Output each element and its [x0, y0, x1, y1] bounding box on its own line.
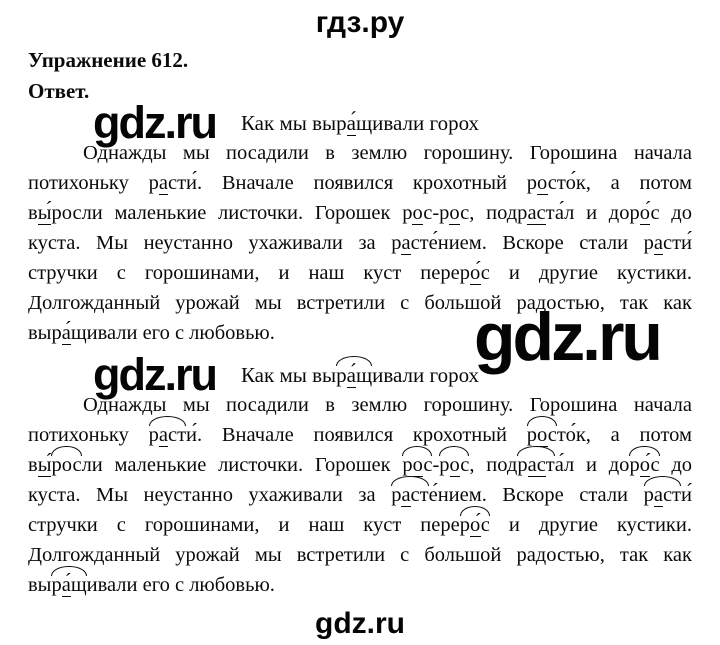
underlined-orthogram: о́	[639, 202, 651, 224]
underlined-orthogram: ы́	[37, 454, 52, 476]
root-arc	[629, 450, 659, 480]
text-run: р	[336, 363, 347, 387]
text-run: Как мы вы	[240, 363, 337, 387]
text-run: ст	[662, 484, 682, 506]
text-run: до	[659, 454, 692, 476]
text-run: ивали горох	[372, 363, 480, 387]
gdz-watermark: gdz.ru	[93, 349, 216, 400]
text-run: с и другие кустики.	[480, 262, 693, 284]
text-run: сти́	[662, 232, 692, 254]
underlined-orthogram: а	[401, 232, 411, 254]
essay-copy-2	[28, 360, 692, 600]
text-run: куста. Мы неустанно ухаживали за р	[28, 232, 402, 254]
essay-line	[28, 390, 692, 420]
essay-line	[28, 168, 692, 198]
text-run: куста. Мы неустанно ухаживали за	[28, 484, 392, 506]
underlined-orthogram: о́	[469, 262, 481, 284]
text-run: р	[439, 454, 450, 476]
root-arc	[391, 480, 428, 510]
text-run: а́л и до	[554, 454, 630, 476]
root-arc	[460, 510, 490, 540]
exercise-heading: Упражнение 612.	[28, 48, 189, 72]
text-run: стручки с горошинами, и наш куст пере	[28, 514, 460, 536]
essay-line	[28, 258, 692, 288]
underlined-orthogram: а	[653, 484, 663, 506]
root-arc	[336, 360, 372, 390]
underlined-orthogram: о	[537, 172, 548, 194]
text-run: ст	[410, 484, 429, 506]
essay-line	[28, 420, 692, 450]
site-header-logo: гдз.ру	[315, 6, 405, 39]
root-arc	[439, 450, 469, 480]
text-run: Долгожданный урожай мы встретили с большой радостью, так как	[28, 544, 692, 566]
text-run: е́нием. Вскоре стали	[428, 484, 644, 506]
text-run: с до	[650, 202, 692, 224]
text-run: вы	[28, 574, 52, 596]
text-run: р	[51, 574, 62, 596]
answer-label: Ответ.	[28, 79, 90, 103]
root-arc	[644, 480, 681, 510]
text-run: в	[28, 202, 38, 224]
text-run: р	[629, 454, 640, 476]
text-run: с, подр	[460, 202, 528, 224]
root-arc	[149, 420, 186, 450]
underlined-orthogram: о́	[469, 514, 481, 536]
text-run: с	[480, 514, 490, 536]
text-run: щ	[70, 574, 87, 596]
text-run: и другие кустики.	[489, 514, 692, 536]
text-run: рос	[51, 454, 82, 476]
text-run: ивали его с любовью.	[86, 574, 275, 596]
text-run: Однажды мы посадили в землю горошину. Горошина начала	[83, 394, 692, 416]
text-run: с	[547, 424, 557, 446]
text-run: р	[148, 424, 159, 446]
text-run: росли маленькие листочки. Горошек р	[51, 202, 413, 224]
underlined-orthogram: а	[653, 232, 663, 254]
text-run: Как мы выр	[240, 111, 347, 135]
essay-line	[28, 480, 692, 510]
text-run: и́. Вначале появился крохотный	[186, 424, 527, 446]
text-run: р	[517, 454, 528, 476]
text-run: -	[432, 454, 440, 476]
text-run: р	[643, 484, 654, 506]
underlined-orthogram: о	[449, 202, 461, 224]
essay-line	[28, 540, 692, 570]
underlined-orthogram: а́	[346, 363, 356, 387]
text-run: сто́к, а потом	[547, 172, 693, 194]
root-arc	[402, 450, 432, 480]
text-run: стручки с горошинами, и наш куст перер	[28, 262, 470, 284]
essay-line	[28, 198, 692, 228]
text-run: с	[423, 454, 433, 476]
text-run: в	[28, 454, 38, 476]
underlined-orthogram: а́	[61, 574, 71, 596]
gdz-watermark: gdz.ru	[93, 97, 216, 148]
text-run: щивали горох	[355, 111, 480, 135]
underlined-orthogram: о	[449, 454, 461, 476]
essay-line	[28, 138, 692, 168]
text-run: с	[650, 454, 660, 476]
text-run: р	[402, 454, 413, 476]
text-run: и́	[681, 484, 692, 506]
essay-line	[28, 450, 692, 480]
underlined-orthogram: о	[412, 454, 424, 476]
underlined-orthogram: о	[412, 202, 424, 224]
underlined-orthogram: а	[158, 172, 168, 194]
essay-title	[28, 360, 692, 390]
gdz-watermark-large: gdz.ru	[474, 299, 660, 375]
essay-title	[28, 108, 692, 138]
essay-line	[28, 318, 692, 348]
text-run: то́к, а потом	[556, 424, 693, 446]
text-run: с-р	[423, 202, 450, 224]
text-run: щ	[355, 363, 373, 387]
essay-line	[28, 288, 692, 318]
text-run: т	[545, 454, 555, 476]
text-run: Однажды мы посадили в землю горошину. Горошина начала	[83, 142, 692, 164]
root-arc	[51, 570, 86, 600]
underlined-orthogram: а	[158, 424, 168, 446]
text-run: щивали его с любовью.	[70, 322, 275, 344]
text-run: сте́нием. Вскоре стали р	[410, 232, 654, 254]
underlined-orthogram: а́	[61, 322, 71, 344]
essay-copy-1	[28, 108, 692, 348]
underlined-orthogram: а́	[346, 111, 356, 135]
text-run: ст	[167, 424, 187, 446]
root-arc	[51, 450, 81, 480]
text-run: потихоньку	[28, 424, 149, 446]
root-arc	[527, 420, 557, 450]
text-run: та́л и дор	[545, 202, 640, 224]
text-run: потихоньку р	[28, 172, 159, 194]
underlined-orthogram: ас	[527, 202, 546, 224]
text-run: р	[391, 484, 402, 506]
underlined-orthogram: ы́	[37, 202, 52, 224]
text-run: р	[526, 424, 538, 446]
underlined-orthogram: о	[537, 424, 548, 446]
text-run: ли маленькие листочки. Горошек	[81, 454, 403, 476]
underlined-orthogram: ас	[527, 454, 546, 476]
underlined-orthogram: а	[401, 484, 411, 506]
text-run: , под	[469, 454, 518, 476]
essay-line	[28, 570, 692, 600]
essay-line	[28, 228, 692, 258]
essay-line	[28, 510, 692, 540]
text-run: выр	[28, 322, 62, 344]
text-run: Долгожданный урожай мы встретили с большой радостью, так как	[28, 292, 692, 314]
text-run: сти́. Вначале появился крохотный р	[167, 172, 538, 194]
text-run: р	[459, 514, 470, 536]
root-arc	[517, 450, 554, 480]
underlined-orthogram: о́	[639, 454, 651, 476]
site-footer-logo: gdz.ru	[315, 607, 405, 640]
text-run: с	[460, 454, 470, 476]
